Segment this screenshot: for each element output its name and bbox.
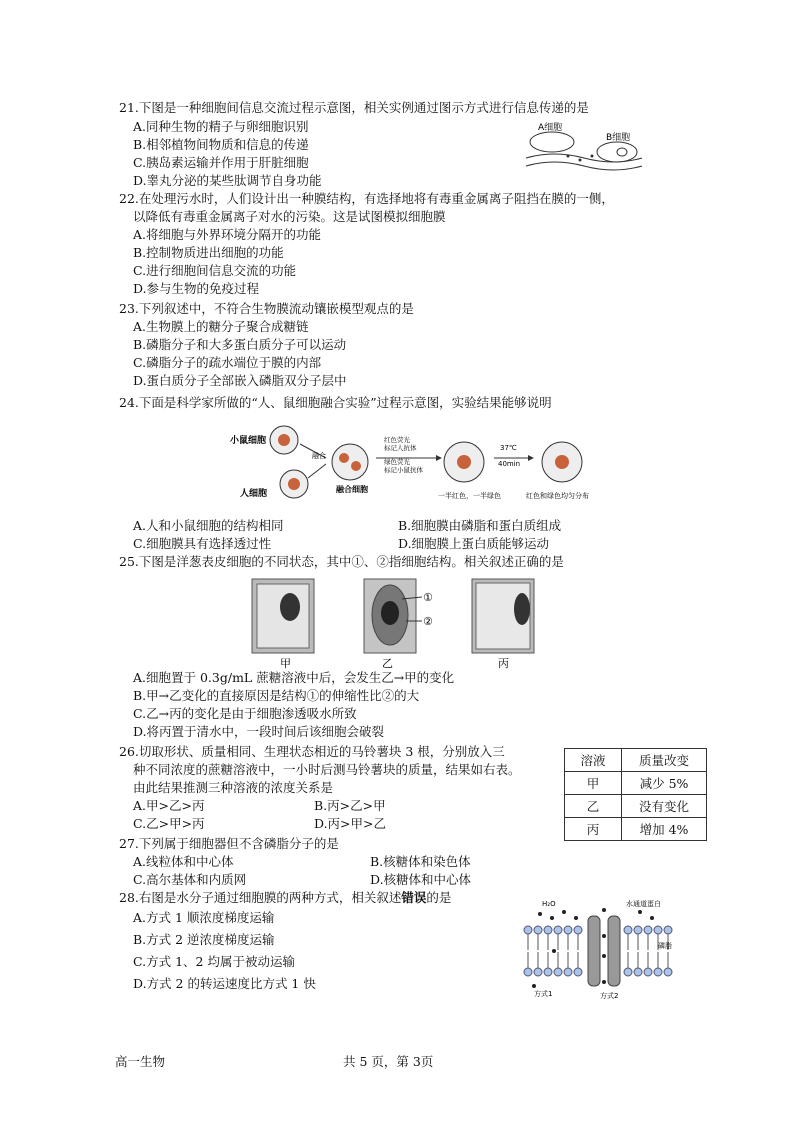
q24-option-d: D.细胞膜上蛋白质能够运动 (398, 536, 550, 551)
q24-fused-cell (332, 444, 368, 480)
table-header-cell: 质量改变 (622, 749, 707, 772)
table-cell: 丙 (565, 818, 622, 841)
q25-label-2: ② (423, 615, 433, 628)
q24-label-red: 红色荧光 (384, 436, 410, 444)
q25-option-b: B.甲→乙变化的直接原因是结构①的伸缩性比②的大 (133, 688, 420, 703)
q25-figure (246, 577, 556, 669)
q25-option-a: A.细胞置于 0.3g/mL 蔗糖溶液中后，会发生乙→甲的变化 (133, 670, 455, 685)
q25-label-jia: 甲 (280, 657, 291, 669)
q28-label-mode2: 方式2 (600, 992, 619, 1000)
table-cell: 减少 5% (622, 772, 707, 795)
q23-stem: 23.下列叙述中，不符合生物膜流动镶嵌模型观点的是 (119, 301, 414, 316)
q24-label-half: 一半红色，一半绿色 (438, 492, 501, 500)
q24-option-a: A.人和小鼠细胞的结构相同 (133, 518, 284, 533)
table-cell: 乙 (565, 795, 622, 818)
q28-stem-emphasis: 错误 (401, 890, 427, 905)
q26-option-b: B.丙>乙>甲 (314, 798, 386, 813)
table-header-row (565, 749, 707, 772)
q21-option-b: B.相邻植物间物质和信息的传递 (133, 137, 309, 152)
q28-figure (520, 896, 680, 1000)
q28-stem-pre: 28.右图是水分子通过细胞膜的两种方式，相关叙述 (119, 890, 402, 905)
q23-option-b: B.磷脂分子和大多蛋白质分子可以运动 (133, 337, 347, 352)
q25-stem: 25.下图是洋葱表皮细胞的不同状态，其中①、②指细胞结构。相关叙述正确的是 (119, 554, 564, 569)
footer-page-number: 共 5 页，第 3页 (343, 1054, 434, 1069)
q28-stem (119, 890, 451, 906)
q25-label-bing: 丙 (498, 657, 509, 669)
q23-option-a: A.生物膜上的糖分子聚合成糖链 (133, 319, 309, 334)
q24-label-mouse: 小鼠细胞 (230, 436, 267, 446)
q28-option-a: A.方式 1 顺浓度梯度运输 (133, 910, 275, 925)
q21-option-a: A.同种生物的精子与卵细胞识别 (133, 119, 309, 134)
q24-figure (226, 418, 626, 510)
q25-label-yi: 乙 (382, 657, 393, 669)
q25-label-1: ① (423, 591, 433, 604)
q27-option-a: A.线粒体和中心体 (133, 854, 234, 869)
q22-stem-line2: 以降低有毒重金属离子对水的污染。这是试图模拟细胞膜 (133, 209, 446, 224)
q27-stem: 27.下列属于细胞器但不含磷脂分子的是 (119, 836, 339, 851)
q26-result-table (564, 748, 707, 841)
q26-option-d: D.丙>甲>乙 (314, 816, 386, 831)
q24-label-green: 绿色荧光 (384, 458, 410, 466)
q28-option-c: C.方式 1、2 均属于被动运输 (133, 954, 295, 969)
q25-option-d: D.将丙置于清水中，一段时间后该细胞会破裂 (133, 724, 385, 739)
table-row (565, 795, 707, 818)
q28-label-mode1: 方式1 (534, 990, 553, 998)
table-cell: 没有变化 (622, 795, 707, 818)
q28-aquaporin (588, 916, 620, 986)
q24-label-human: 人细胞 (240, 489, 268, 499)
q22-option-a: A.将细胞与外界环境分隔开的功能 (133, 227, 322, 242)
q24-label-even: 红色和绿色均匀分布 (526, 492, 589, 500)
q27-option-c: C.高尔基体和内质网 (133, 872, 247, 887)
q24-label-fuse: 融合 (312, 452, 326, 460)
q21-figure (524, 118, 644, 180)
q22-option-d: D.参与生物的免疫过程 (133, 281, 260, 296)
q23-option-d: D.蛋白质分子全部嵌入磷脂双分子层中 (133, 373, 347, 388)
q27-option-d: D.核糖体和中心体 (370, 872, 472, 887)
q22-option-b: B.控制物质进出细胞的功能 (133, 245, 284, 260)
q28-label-h2o: H₂O (542, 900, 556, 908)
table-cell: 甲 (565, 772, 622, 795)
table-row (565, 772, 707, 795)
q21-label-a: A细胞 (538, 123, 563, 133)
q23-option-c: C.磷脂分子的疏水端位于膜的内部 (133, 355, 322, 370)
q24-option-b: B.细胞膜由磷脂和蛋白质组成 (398, 518, 562, 533)
table-row (565, 818, 707, 841)
q24-stem: 24.下面是科学家所做的“人、鼠细胞融合实验”过程示意图，实验结果能够说明 (119, 395, 552, 410)
footer-subject: 高一生物 (115, 1054, 166, 1069)
q26-stem-line3: 由此结果推测三种溶液的浓度关系是 (133, 780, 334, 795)
table-cell: 增加 4% (622, 818, 707, 841)
q21-label-b: B细胞 (606, 133, 631, 143)
q24-option-c: C.细胞膜具有选择透过性 (133, 536, 272, 551)
q22-option-c: C.进行细胞间信息交流的功能 (133, 263, 297, 278)
q24-label-temp: 37℃ (500, 444, 517, 452)
q26-option-a: A.甲>乙>丙 (133, 798, 205, 813)
q21-option-d: D.睾丸分泌的某些肽调节自身功能 (133, 173, 322, 188)
q26-stem-line1: 26.切取形状、质量相同、生理状态相近的马铃薯块 3 根，分别放入三 (119, 744, 505, 759)
q28-label-aquaporin: 水通道蛋白 (626, 900, 661, 908)
q24-label-green2: 标记小鼠抗体 (384, 466, 423, 474)
q24-label-fused: 融合细胞 (336, 485, 368, 494)
table-header-cell: 溶液 (565, 749, 622, 772)
q28-option-b: B.方式 2 逆浓度梯度运输 (133, 932, 275, 947)
q28-stem-post: 的是 (426, 890, 452, 905)
q26-stem-line2: 种不同浓度的蔗糖溶液中，一小时后测马铃薯块的质量，结果如右表。 (133, 762, 521, 777)
q25-option-c: C.乙→丙的变化是由于细胞渗透吸水所致 (133, 706, 357, 721)
q28-label-phospholipid: 磷脂 (658, 942, 672, 950)
q27-option-b: B.核糖体和染色体 (370, 854, 471, 869)
q22-stem-line1: 22.在处理污水时，人们设计出一种膜结构，有选择地将有毒重金属离子阻挡在膜的一侧， (119, 191, 614, 206)
q21-stem: 21.下图是一种细胞间信息交流过程示意图，相关实例通过图示方式进行信息传递的是 (119, 100, 589, 115)
q24-label-time: 40min (498, 460, 521, 468)
q26-option-c: C.乙>甲>丙 (133, 816, 205, 831)
q24-label-red2: 标记人抗体 (384, 444, 417, 452)
q21-option-c: C.胰岛素运输并作用于肝脏细胞 (133, 155, 309, 170)
q28-option-d: D.方式 2 的转运速度比方式 1 快 (133, 976, 316, 991)
